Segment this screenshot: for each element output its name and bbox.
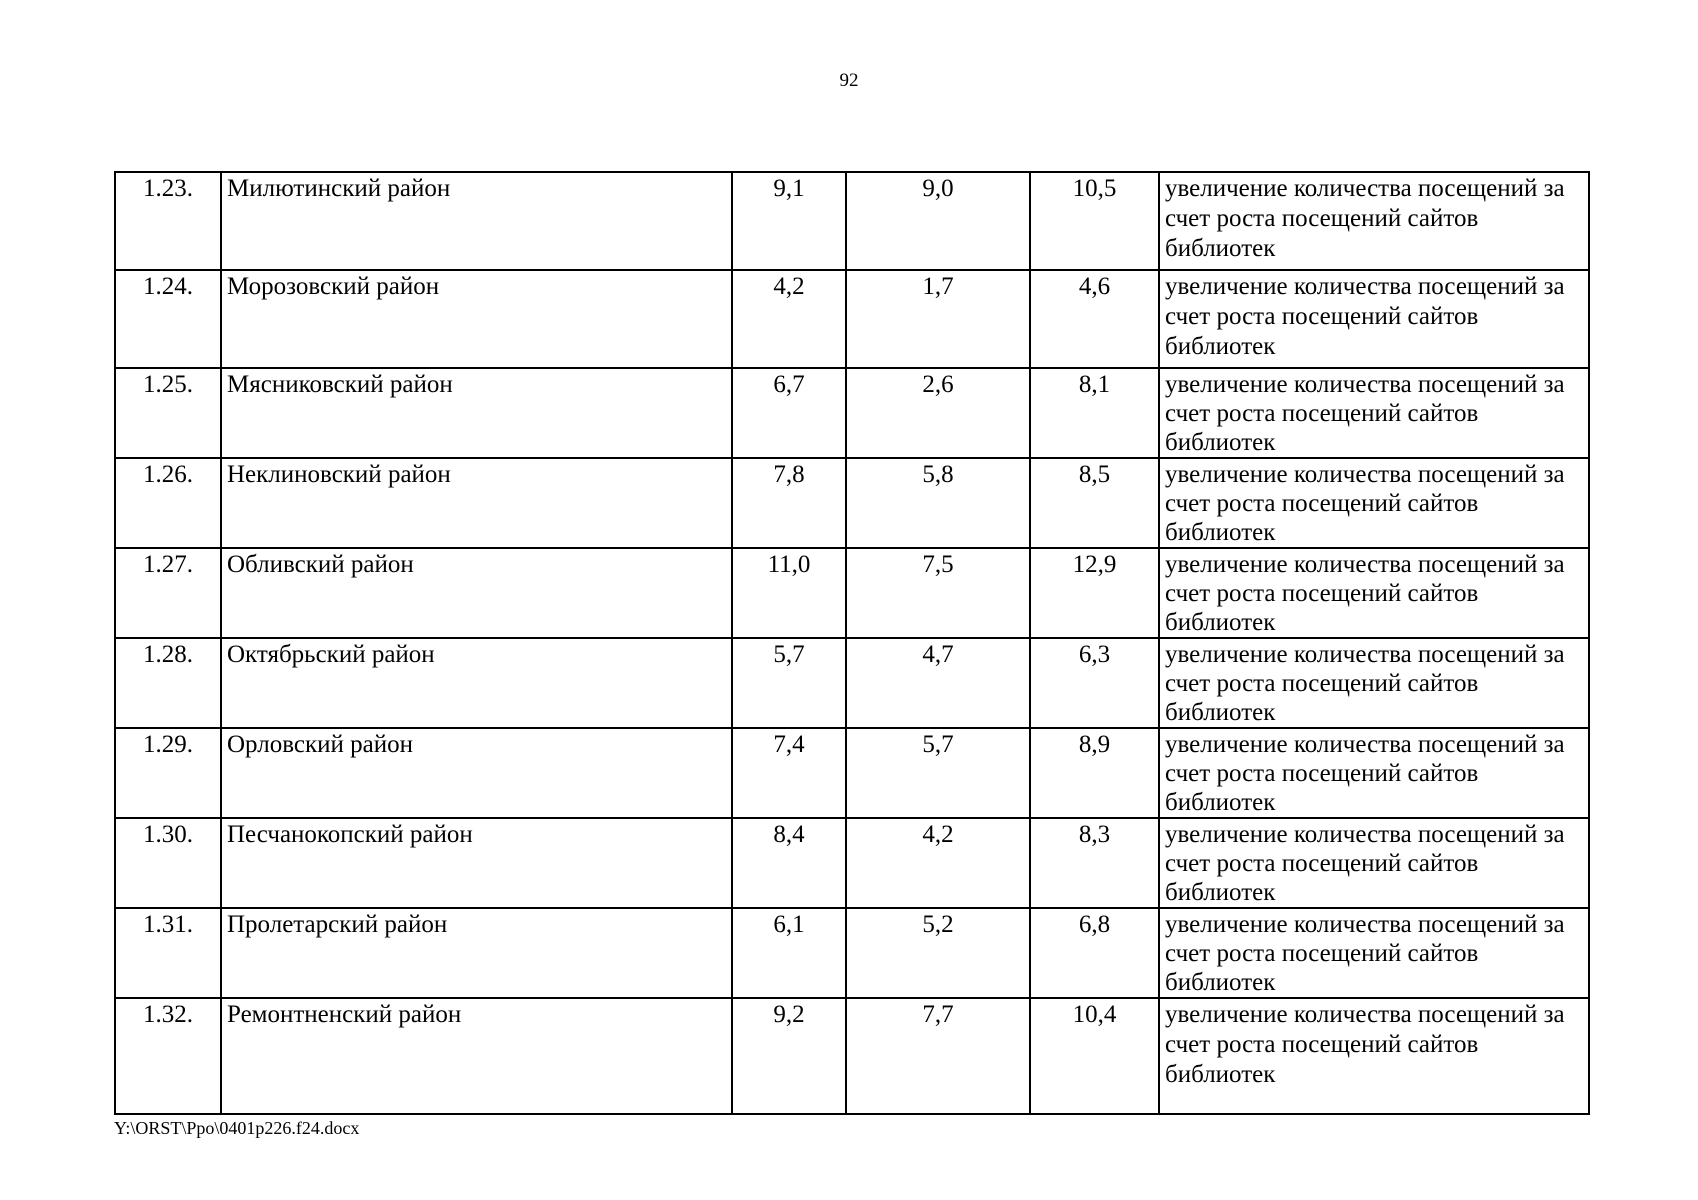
note: увеличение количества посещений за счет роста посещений сайтов библиотек — [1159, 270, 1589, 368]
value-2: 7,7 — [846, 998, 1030, 1114]
footer-file-path: Y:\ORST\Ppo\0401p226.f24.docx — [114, 1118, 360, 1138]
table-row — [115, 908, 1589, 998]
note: увеличение количества посещений за счет роста посещений сайтов библиотек — [1159, 998, 1589, 1114]
value-2: 9,0 — [846, 172, 1030, 270]
row-number: 1.24. — [115, 270, 221, 368]
value-1: 7,4 — [732, 728, 846, 818]
value-1: 7,8 — [732, 458, 846, 548]
district-name: Октябрьский район — [221, 638, 732, 728]
note: увеличение количества посещений за счет роста посещений сайтов библиотек — [1159, 458, 1589, 548]
district-name: Песчанокопский район — [221, 818, 732, 908]
value-1: 6,7 — [732, 368, 846, 458]
district-name: Мясниковский район — [221, 368, 732, 458]
note: увеличение количества посещений за счет роста посещений сайтов библиотек — [1159, 368, 1589, 458]
note: увеличение количества посещений за счет роста посещений сайтов библиотек — [1159, 172, 1589, 270]
row-number: 1.32. — [115, 998, 221, 1114]
table-row — [115, 548, 1589, 638]
table-row — [115, 998, 1589, 1114]
value-3: 8,3 — [1030, 818, 1159, 908]
table-row — [115, 368, 1589, 458]
note: увеличение количества посещений за счет роста посещений сайтов библиотек — [1159, 908, 1589, 998]
value-1: 9,2 — [732, 998, 846, 1114]
row-number: 1.23. — [115, 172, 221, 270]
table-row — [115, 818, 1589, 908]
value-1: 6,1 — [732, 908, 846, 998]
row-number: 1.30. — [115, 818, 221, 908]
value-2: 5,2 — [846, 908, 1030, 998]
district-name: Орловский район — [221, 728, 732, 818]
value-3: 10,5 — [1030, 172, 1159, 270]
value-2: 5,8 — [846, 458, 1030, 548]
note: увеличение количества посещений за счет роста посещений сайтов библиотек — [1159, 638, 1589, 728]
value-1: 11,0 — [732, 548, 846, 638]
value-3: 4,6 — [1030, 270, 1159, 368]
value-1: 5,7 — [732, 638, 846, 728]
row-number: 1.28. — [115, 638, 221, 728]
value-2: 7,5 — [846, 548, 1030, 638]
table-row — [115, 458, 1589, 548]
value-3: 6,8 — [1030, 908, 1159, 998]
note: увеличение количества посещений за счет роста посещений сайтов библиотек — [1159, 548, 1589, 638]
value-3: 6,3 — [1030, 638, 1159, 728]
table-row — [115, 638, 1589, 728]
value-1: 8,4 — [732, 818, 846, 908]
table-row — [115, 172, 1589, 270]
row-number: 1.25. — [115, 368, 221, 458]
district-name: Морозовский район — [221, 270, 732, 368]
value-2: 2,6 — [846, 368, 1030, 458]
value-3: 8,1 — [1030, 368, 1159, 458]
value-3: 8,5 — [1030, 458, 1159, 548]
value-3: 8,9 — [1030, 728, 1159, 818]
row-number: 1.31. — [115, 908, 221, 998]
district-name: Обливский район — [221, 548, 732, 638]
value-2: 4,2 — [846, 818, 1030, 908]
value-1: 9,1 — [732, 172, 846, 270]
value-2: 1,7 — [846, 270, 1030, 368]
district-name: Ремонтненский район — [221, 998, 732, 1114]
table-row — [115, 728, 1589, 818]
row-number: 1.29. — [115, 728, 221, 818]
note: увеличение количества посещений за счет роста посещений сайтов библиотек — [1159, 728, 1589, 818]
note: увеличение количества посещений за счет роста посещений сайтов библиотек — [1159, 818, 1589, 908]
value-1: 4,2 — [732, 270, 846, 368]
value-2: 4,7 — [846, 638, 1030, 728]
row-number: 1.27. — [115, 548, 221, 638]
row-number: 1.26. — [115, 458, 221, 548]
value-2: 5,7 — [846, 728, 1030, 818]
district-name: Милютинский район — [221, 172, 732, 270]
indicators-table — [114, 171, 1590, 1115]
page-number: 92 — [839, 70, 859, 91]
value-3: 12,9 — [1030, 548, 1159, 638]
district-name: Пролетарский район — [221, 908, 732, 998]
value-3: 10,4 — [1030, 998, 1159, 1114]
table-row — [115, 270, 1589, 368]
district-name: Неклиновский район — [221, 458, 732, 548]
